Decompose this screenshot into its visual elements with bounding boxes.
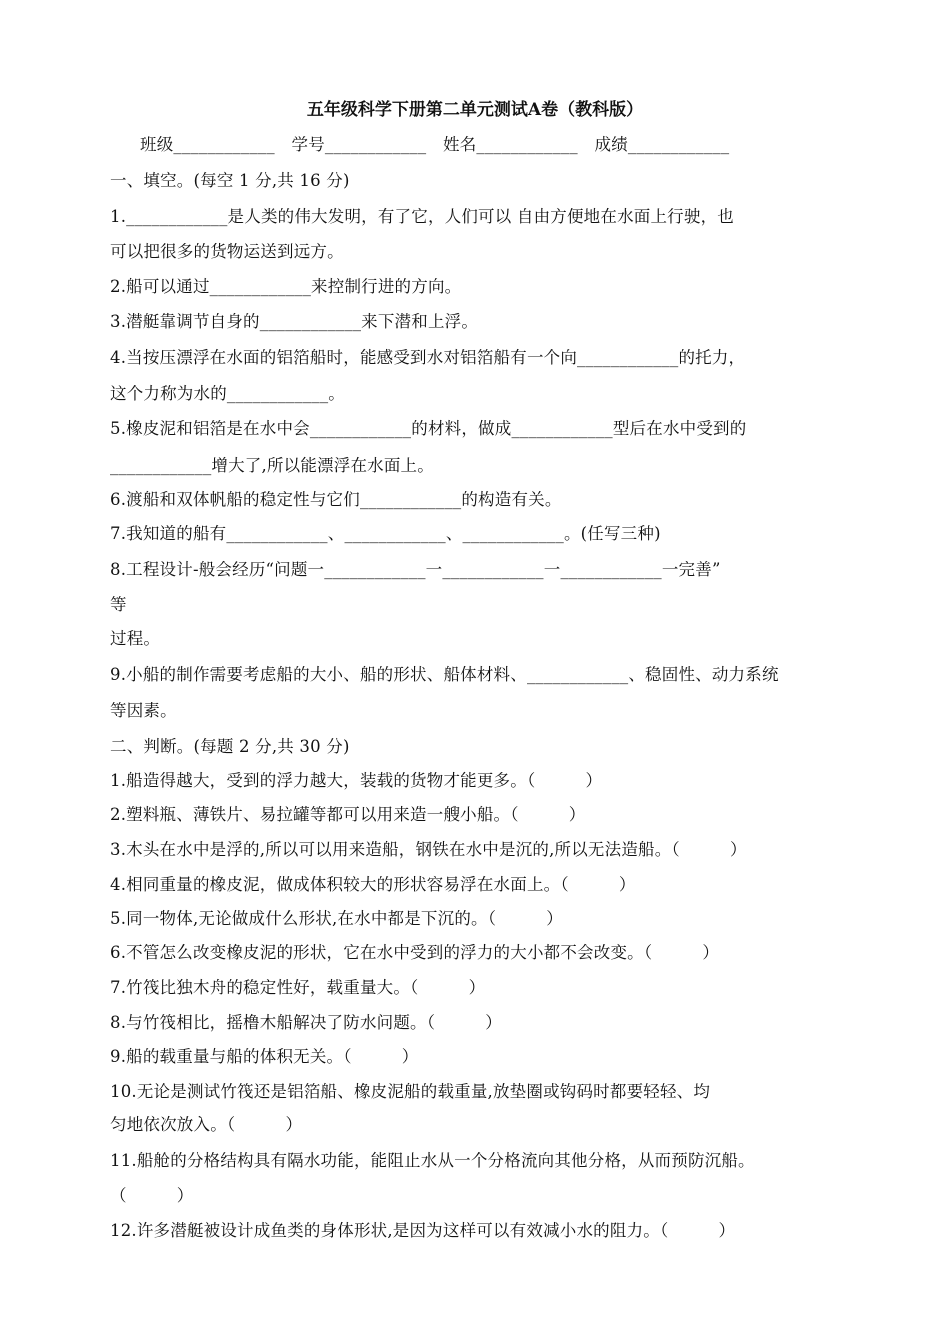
judge-line: 9.船的载重量与船的体积无关。（ ） xyxy=(110,1047,419,1066)
judge-line: 10.无论是测试竹筏还是铝箔船、橡皮泥船的载重量,放垫圈或钩码时都要轻轻、均 xyxy=(110,1082,711,1101)
page-title: 五年级科学下册第二单元测试A卷（教科版） xyxy=(306,100,644,120)
fill-line: 2.船可以通过____________来控制行进的方向。 xyxy=(110,277,462,296)
judge-line: 8.与竹筏相比，摇橹木船解决了防水问题。（ ） xyxy=(110,1013,502,1032)
judge-line: （ ） xyxy=(110,1186,194,1205)
judge-line: 11.船舱的分格结构具有隔水功能，能阻止水从一个分格流向其他分格，从而预防沉船。 xyxy=(110,1151,755,1170)
judge-line: 12.许多潜艇被设计成鱼类的身体形状,是因为这样可以有效减小水的阻力。（ ） xyxy=(110,1221,736,1240)
fill-line: 等因素。 xyxy=(110,701,177,720)
fill-line: 这个力称为水的____________。 xyxy=(110,384,345,403)
fill-line: 过程。 xyxy=(110,629,161,648)
student-info-line: 班级____________ 学号____________ 姓名____________ 成绩____________ xyxy=(140,135,730,154)
section2-heading: 二、判断。(每题 2 分,共 30 分) xyxy=(110,737,350,756)
fill-line: ____________增大了,所以能漂浮在水面上。 xyxy=(110,456,434,475)
fill-line: 5.橡皮泥和铝箔是在水中会____________的材料，做成____________型后在水中受到的 xyxy=(110,419,747,438)
judge-line: 匀地依次放入。（ ） xyxy=(110,1115,303,1134)
judge-line: 3.木头在水中是浮的,所以可以用来造船，钢铁在水中是沉的,所以无法造船。（ ） xyxy=(110,840,747,859)
fill-line: 1.____________是人类的伟大发明，有了它，人们可以 自由方便地在水面上行驶，也 xyxy=(110,207,734,226)
judge-line: 1.船造得越大，受到的浮力越大，装载的货物才能更多。（ ） xyxy=(110,771,603,790)
fill-line: 8.工程设计-般会经历“问题一____________一____________一____________一完善” xyxy=(110,560,721,579)
judge-line: 6.不管怎么改变橡皮泥的形状，它在水中受到的浮力的大小都不会改变。（ ） xyxy=(110,943,720,962)
fill-line: 等 xyxy=(110,595,127,614)
fill-line: 9.小船的制作需要考虑船的大小、船的形状、船体材料、____________、稳固性、动力系统 xyxy=(110,665,779,684)
judge-line: 2.塑料瓶、薄铁片、易拉罐等都可以用来造一艘小船。（ ） xyxy=(110,805,586,824)
fill-line: 可以把很多的货物运送到远方。 xyxy=(110,242,344,261)
fill-line: 4.当按压漂浮在水面的铝箔船时，能感受到水对铝箔船有一个向____________的托力， xyxy=(110,348,746,367)
section1-heading: 一、填空。(每空 1 分,共 16 分) xyxy=(110,171,350,190)
judge-line: 7.竹筏比独木舟的稳定性好，载重量大。（ ） xyxy=(110,978,486,997)
fill-line: 7.我知道的船有____________、____________、____________。(任写三种) xyxy=(110,524,661,543)
fill-line: 3.潜艇靠调节自身的____________来下潜和上浮。 xyxy=(110,312,479,331)
judge-line: 4.相同重量的橡皮泥，做成体积较大的形状容易浮在水面上。（ ） xyxy=(110,875,636,894)
judge-line: 5.同一物体,无论做成什么形状,在水中都是下沉的。（ ） xyxy=(110,909,563,928)
fill-line: 6.渡船和双体帆船的稳定性与它们____________的构造有关。 xyxy=(110,490,562,509)
